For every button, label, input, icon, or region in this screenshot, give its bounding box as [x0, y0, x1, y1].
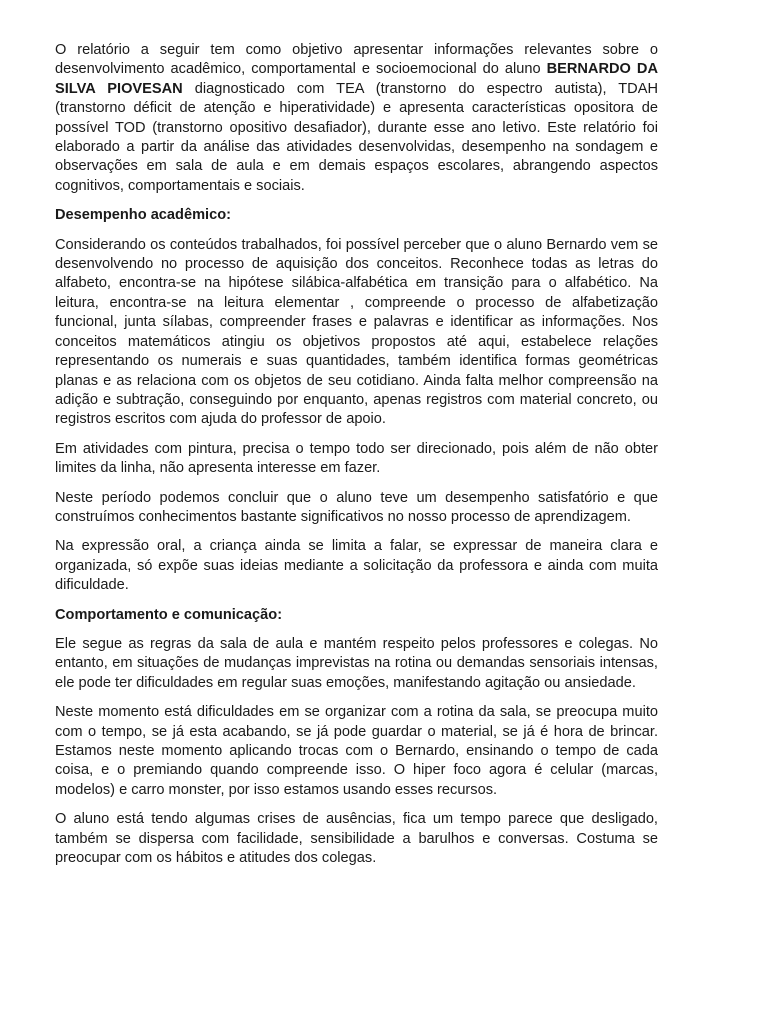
academic-paragraph: Na expressão oral, a criança ainda se limita a falar, se expressar de maneira clara e organizada, só expõe suas ideias mediante a solicitação da professora e ainda com muita dificuldade.: [55, 538, 658, 594]
student-name: BERNARDO DA SILVA PIOVESAN: [55, 61, 658, 97]
behavior-paragraph: Neste momento está dificuldades em se organizar com a rotina da sala, se preocupa muito com o tempo, se já esta acabando, se já pode guardar o material, se já é hora de brincar. Estamos neste momento aplicando trocas com o Bernardo, ensinando o tempo de cada coisa, e o premiando quando compreende isso. O hiper foco agora é celular (marcas, modelos) e carro monster, por isso estamos usando esses recursos.: [55, 704, 658, 798]
behavior-heading: Comportamento e comunicação:: [55, 606, 283, 623]
behavior-paragraph: O aluno está tendo algumas crises de ausências, fica um tempo parece que desligado, também se dispersa com facilidade, sensibilidade a barulhos e conversas. Costuma se preocupar com os hábitos e atitudes dos colegas.: [55, 811, 658, 867]
intro-text-after: diagnosticado com TEA (transtorno do espectro autista), TDAH (transtorno déficit de atenção e hiperatividade) e apresenta características opositora de possível TOD (transtorno opositivo desafiador), durante esse ano letivo. Este relatório foi elaborado a partir da análise das atividades desenvolvidas, desempenho na sondagem e observações em sala de aula e em demais espaços escolares, abrangendo aspectos cognitivos, comportamentais e sociais.: [55, 80, 658, 194]
academic-heading: Desempenho acadêmico:: [55, 207, 231, 224]
academic-paragraph: Neste período podemos concluir que o aluno teve um desempenho satisfatório e que construímos conhecimentos bastante significativos no nosso processo de aprendizagem.: [55, 489, 658, 525]
academic-paragraph: Em atividades com pintura, precisa o tempo todo ser direcionado, pois além de não obter limites da linha, não apresenta interesse em fazer.: [55, 440, 658, 477]
intro-text-before: O relatório a seguir tem como objetivo apresentar informações relevantes sobre o desenvolvimento acadêmico, comportamental e socioemocional do aluno: [55, 42, 658, 78]
behavior-paragraph: Ele segue as regras da sala de aula e mantém respeito pelos professores e colegas. No entanto, em situações de mudanças imprevistas na rotina ou demandas sensoriais intensas, ele pode ter dificuldades em regular suas emoções, manifestando agitação ou ansiedade.: [55, 635, 658, 691]
intro-paragraph: [55, 41, 658, 196]
academic-paragraph: Considerando os conteúdos trabalhados, foi possível perceber que o aluno Bernardo vem se desenvolvendo no processo de aquisição dos conceitos. Reconhece todas as letras do alfabeto, encontra-se na hipótese silábica-alfabética em transição para o alfabético. Na leitura, encontra-se na leitura elementar , compreende o processo de alfabetização funcional, junta sílabas, compreender frases e palavras e identificar as informações. Nos conceitos matemáticos atingiu os objetivos propostos até aqui, estabelece relações representando os numerais e suas quantidades, também identifica formas geométricas planas e as relaciona com os objetos de seu cotidiano. Ainda falta melhor compreensão na adição e subtração, conseguindo por enquanto, apenas registros com material concreto, ou registros escritos com ajuda do professor de apoio.: [55, 236, 658, 428]
document-page: [55, 41, 658, 878]
